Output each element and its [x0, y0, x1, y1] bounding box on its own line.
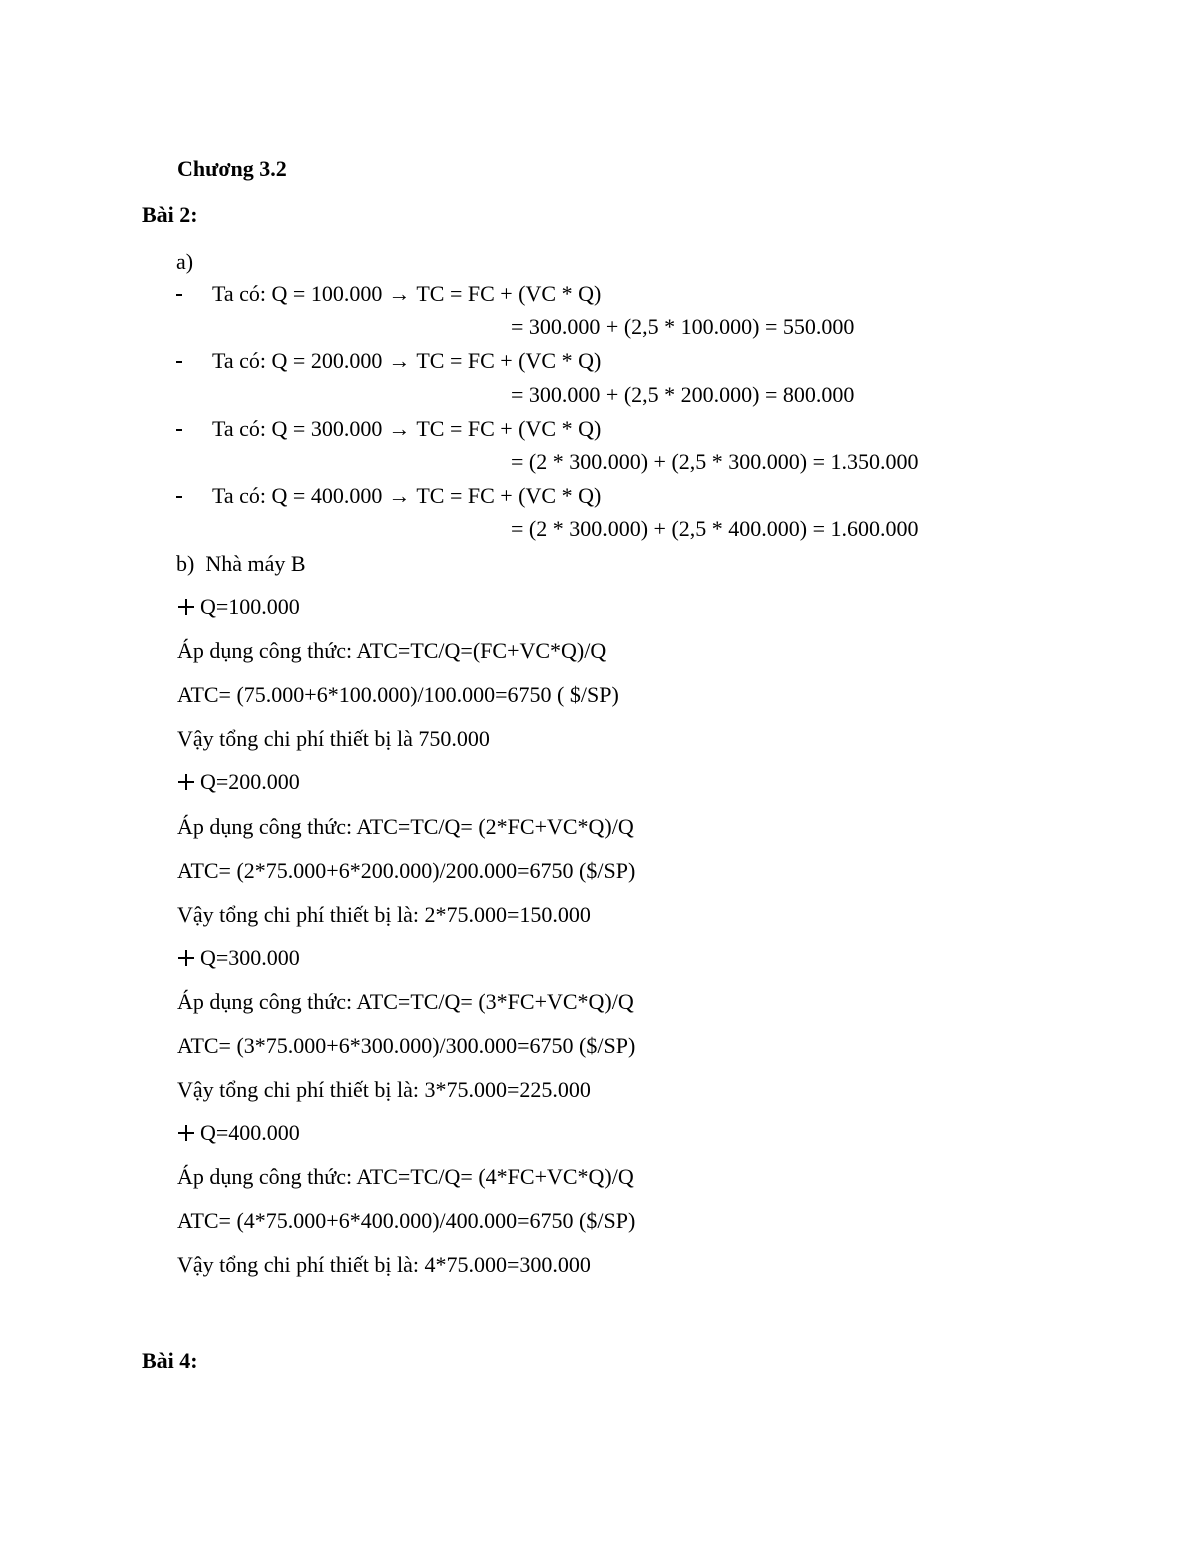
part-a-equation	[212, 283, 601, 305]
part-a-equation	[212, 485, 601, 507]
case-total: Vậy tổng chi phí thiết bị là: 4*75.000=300.000	[177, 1252, 591, 1277]
equation-rhs: TC = FC + (VC * Q)	[416, 348, 602, 373]
arrow-right-icon: →	[388, 483, 411, 508]
arrow-right-icon: →	[388, 281, 411, 306]
case-q-row	[178, 947, 300, 969]
equation-rhs: TC = FC + (VC * Q)	[416, 483, 602, 508]
case-total: Vậy tổng chi phí thiết bị là: 3*75.000=225.000	[177, 1077, 591, 1102]
part-a-result: = 300.000 + (2,5 * 200.000) = 800.000	[511, 382, 855, 407]
case-q-row	[178, 771, 300, 793]
case-q: Q=400.000	[200, 1120, 300, 1145]
case-formula: Áp dụng công thức: ATC=TC/Q=(FC+VC*Q)/Q	[177, 638, 607, 663]
arrow-right-icon: →	[388, 416, 411, 441]
plus-icon	[178, 599, 194, 615]
part-b-label: b)	[176, 551, 195, 576]
case-q: Q=100.000	[200, 594, 300, 619]
case-formula: Áp dụng công thức: ATC=TC/Q= (4*FC+VC*Q)/Q	[177, 1164, 634, 1189]
plus-icon	[178, 774, 194, 790]
part-a-result: = (2 * 300.000) + (2,5 * 400.000) = 1.600.000	[511, 516, 919, 541]
part-a-result: = 300.000 + (2,5 * 100.000) = 550.000	[511, 314, 855, 339]
case-q-row	[178, 596, 300, 618]
equation-rhs: TC = FC + (VC * Q)	[416, 416, 602, 441]
part-a-equation	[212, 418, 601, 440]
equation-lhs: Ta có: Q = 300.000	[212, 416, 383, 441]
chapter-title: Chương 3.2	[177, 156, 287, 181]
case-atc: ATC= (2*75.000+6*200.000)/200.000=6750 ($/SP)	[177, 858, 636, 883]
case-atc: ATC= (4*75.000+6*400.000)/400.000=6750 ($/SP)	[177, 1208, 636, 1233]
arrow-right-icon: →	[388, 348, 411, 373]
part-b-title: Nhà máy B	[205, 551, 306, 576]
plus-icon	[178, 1125, 194, 1141]
case-q-row	[178, 1122, 300, 1144]
case-total: Vậy tổng chi phí thiết bị là 750.000	[177, 726, 490, 751]
equation-lhs: Ta có: Q = 400.000	[212, 483, 383, 508]
exercise-2-heading: Bài 2:	[142, 202, 198, 227]
case-atc: ATC= (3*75.000+6*300.000)/300.000=6750 ($/SP)	[177, 1033, 636, 1058]
case-atc: ATC= (75.000+6*100.000)/100.000=6750 ( $/SP)	[177, 682, 619, 707]
part-a-result: = (2 * 300.000) + (2,5 * 300.000) = 1.350.000	[511, 449, 919, 474]
case-q: Q=300.000	[200, 945, 300, 970]
part-a-label: a)	[176, 249, 194, 274]
exercise-4-heading: Bài 4:	[142, 1348, 198, 1373]
case-formula: Áp dụng công thức: ATC=TC/Q= (3*FC+VC*Q)/Q	[177, 989, 634, 1014]
case-formula: Áp dụng công thức: ATC=TC/Q= (2*FC+VC*Q)/Q	[177, 814, 634, 839]
equation-lhs: Ta có: Q = 100.000	[212, 281, 383, 306]
equation-rhs: TC = FC + (VC * Q)	[416, 281, 602, 306]
plus-icon	[178, 950, 194, 966]
case-q: Q=200.000	[200, 769, 300, 794]
equation-lhs: Ta có: Q = 200.000	[212, 348, 383, 373]
case-total: Vậy tổng chi phí thiết bị là: 2*75.000=150.000	[177, 902, 591, 927]
part-b-heading	[176, 553, 306, 575]
part-a-equation	[212, 350, 601, 372]
